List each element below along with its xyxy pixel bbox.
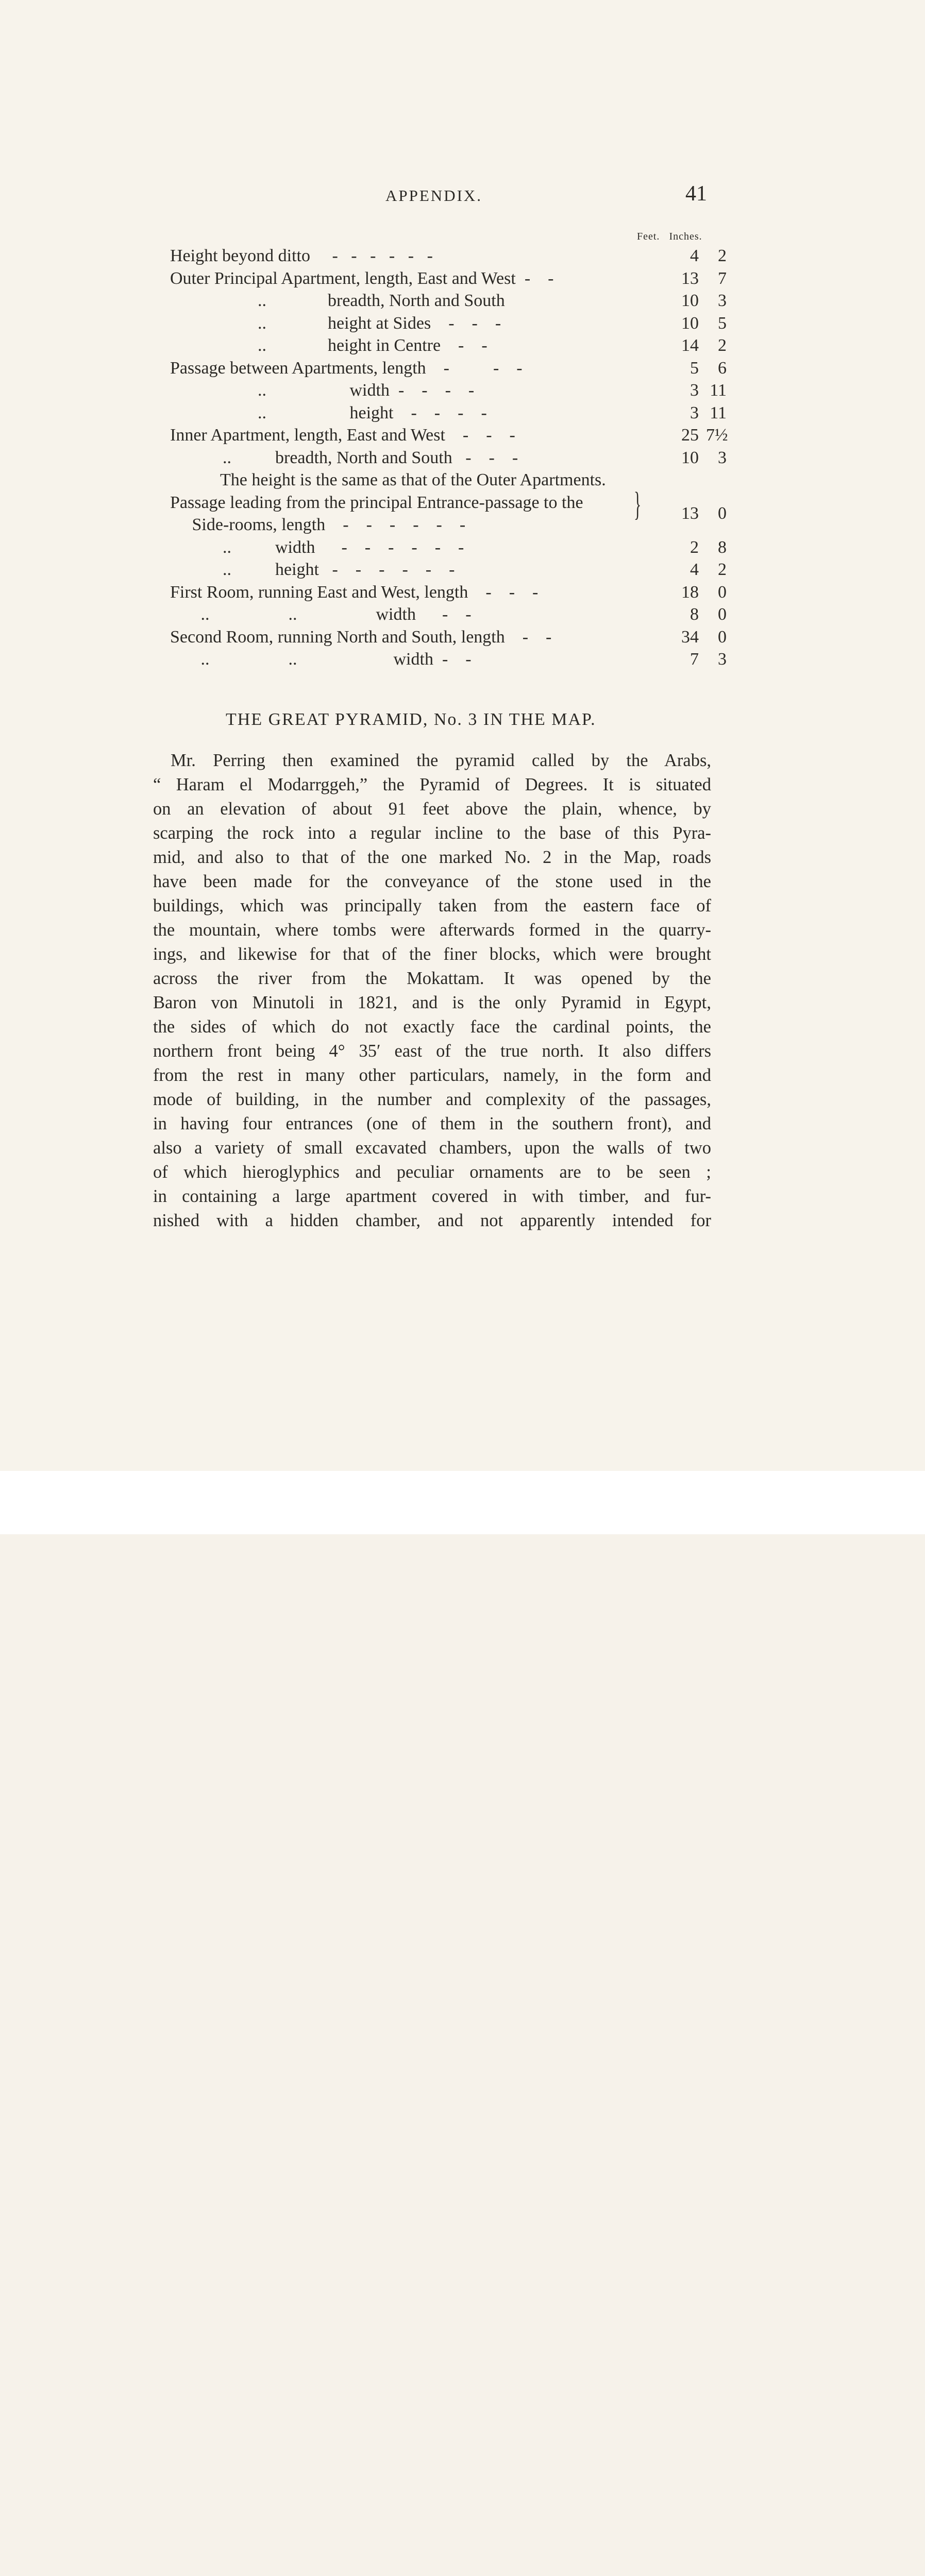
- table-row: Second Room, running North and South, length - - 34 0: [170, 627, 727, 647]
- paragraph-line: from the rest in many other particulars, namely, in the form and: [153, 1065, 711, 1085]
- paragraph-line: in containing a large apartment covered in with timber, and fur-: [153, 1187, 711, 1206]
- table-row: .. breadth, North and South 10 3: [170, 291, 727, 310]
- paragraph-line: on an elevation of about 91 feet above the plain, whence, by: [153, 799, 711, 819]
- paragraph-line: mode of building, in the number and complexity of the passages,: [153, 1090, 711, 1109]
- paragraph-line: scarping the rock into a regular incline to the base of this Pyra-: [153, 823, 711, 843]
- table-row: .. breadth, North and South - - - 10 3: [170, 448, 727, 467]
- table-row: .. height at Sides - - - 10 5: [170, 313, 727, 333]
- paragraph-line: buildings, which was principally taken from the eastern face of: [153, 896, 711, 916]
- paragraph-line: northern front being 4° 35′ east of the true north. It also differs: [153, 1041, 711, 1061]
- units-header: [637, 231, 702, 243]
- unit-inches-label: Inches.: [669, 231, 702, 242]
- paragraph-line: Mr. Perring then examined the pyramid called by the Arabs,: [171, 751, 711, 770]
- paragraph-line: of which hieroglyphics and peculiar ornaments are to be seen ;: [153, 1162, 711, 1182]
- table-row: Outer Principal Apartment, length, East and West - - 13 7: [170, 268, 727, 288]
- table-row: .. width - - - - 3 11: [170, 381, 727, 400]
- table-row: .. .. width - - 7 3: [170, 650, 727, 669]
- brace-mark: }: [634, 485, 642, 523]
- table-row: First Room, running East and West, length - - - 18 0: [170, 582, 727, 602]
- table-row: .. .. width - - 8 0: [170, 605, 727, 624]
- table-note: The height is the same as that of the Outer Apartments.: [220, 470, 606, 489]
- running-title: APPENDIX.: [385, 187, 483, 205]
- body-paragraph: [153, 749, 711, 1233]
- paragraph-line: across the river from the Mokattam. It was opened by the: [153, 969, 711, 988]
- paragraph-line: have been made for the conveyance of the stone used in the: [153, 872, 711, 891]
- table-row: Side-rooms, length - - - - - - 13 0: [170, 504, 727, 534]
- paragraph-line: “ Haram el Modarrggeh,” the Pyramid of Degrees. It is situated: [153, 775, 711, 794]
- page-number: 41: [685, 182, 707, 206]
- table-row: Height beyond ditto - - - - - - 4 2: [170, 246, 727, 265]
- paragraph-line: also a variety of small excavated chambers, upon the walls of two: [153, 1138, 711, 1158]
- table-row: .. height - - - - 3 11: [170, 403, 727, 422]
- paragraph-line: mid, and also to that of the one marked No. 2 in the Map, roads: [153, 848, 711, 867]
- measurements-table: [170, 246, 727, 672]
- paragraph-line: Baron von Minutoli in 1821, and is the only Pyramid in Egypt,: [153, 993, 711, 1012]
- paragraph-line: ings, and likewise for that of the finer blocks, which were brought: [153, 944, 711, 964]
- section-title: THE GREAT PYRAMID, No. 3 IN THE MAP.: [226, 710, 596, 729]
- paragraph-line: the mountain, where tombs were afterwards formed in the quarry-: [153, 920, 711, 940]
- table-row: .. height - - - - - - 4 2: [170, 560, 727, 579]
- footer-bar: [0, 1471, 925, 1534]
- table-row: .. height in Centre - - 14 2: [170, 336, 727, 355]
- table-row: Passage between Apartments, length - - - 5 6: [170, 358, 727, 378]
- paragraph-line: in having four entrances (one of them in the southern front), and: [153, 1114, 711, 1133]
- table-row: Passage leading from the principal Entrance-passage to the }: [170, 485, 642, 523]
- paragraph-line: nished with a hidden chamber, and not apparently intended for: [153, 1211, 711, 1230]
- unit-feet-label: Feet.: [637, 231, 660, 242]
- table-row: .. width - - - - - - 2 8: [170, 537, 727, 557]
- table-row: Inner Apartment, length, East and West - - - 25 7½: [170, 426, 728, 445]
- paragraph-line: the sides of which do not exactly face the cardinal points, the: [153, 1017, 711, 1037]
